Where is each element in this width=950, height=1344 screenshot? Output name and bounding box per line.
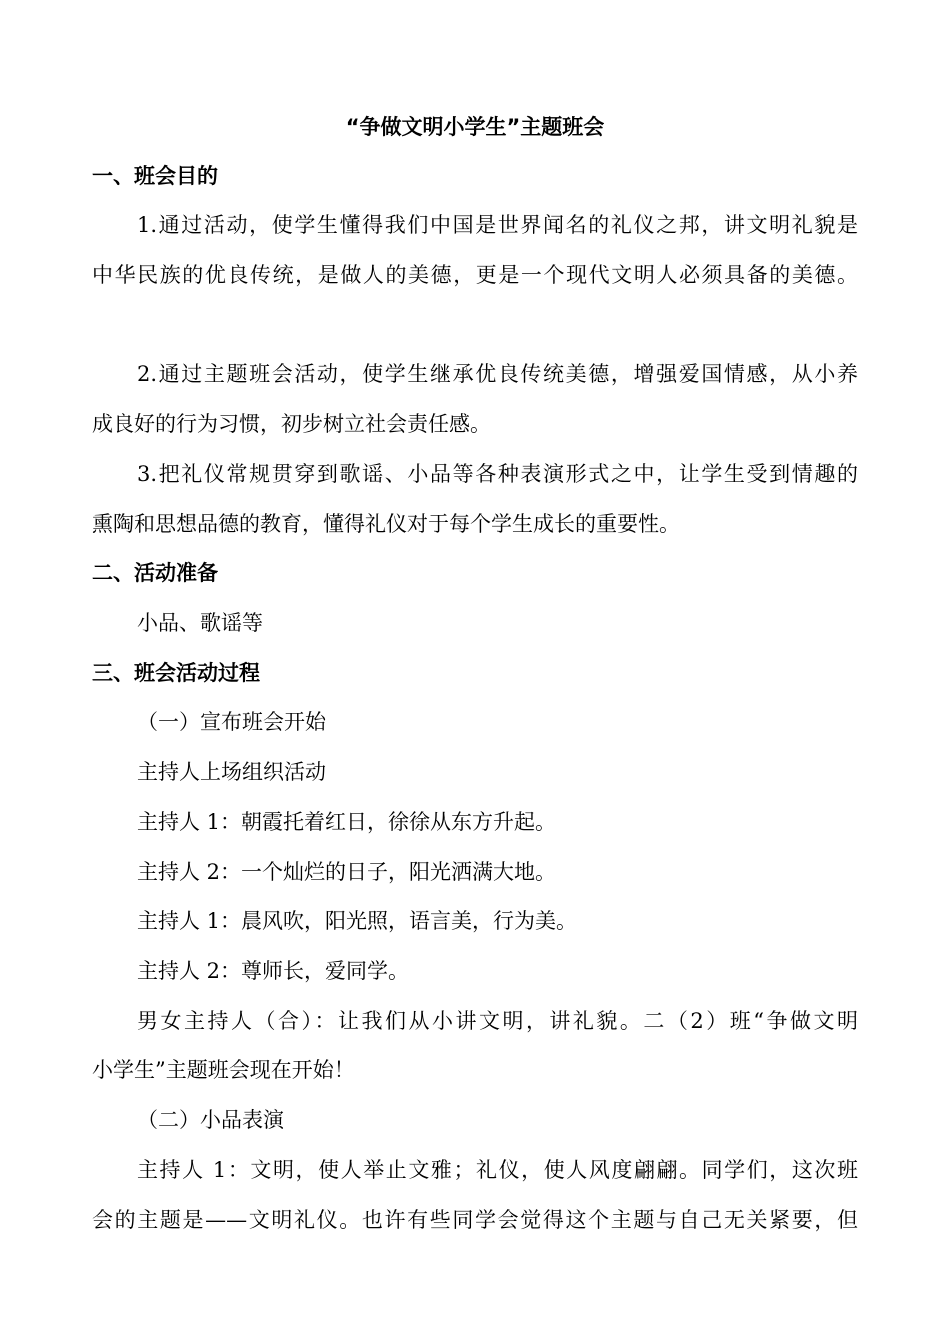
preparation-text: 小品、歌谣等 xyxy=(137,611,263,635)
paragraph-1-line-2: 中华民族的优良传统，是做人的美德，更是一个现代文明人必须具备的美德。 xyxy=(92,263,858,287)
process-line-2: 主持人 1：朝霞托着红日，徐徐从东方升起。 xyxy=(137,810,557,834)
process-line-4: 主持人 1：晨风吹，阳光照，语言美，行为美。 xyxy=(137,909,578,933)
process-line-6-part-1: 男女主持人（合）：让我们从小讲文明，讲礼貌。二（2）班“争做文明 xyxy=(137,1009,858,1033)
subheading-start: （一）宣布班会开始 xyxy=(137,710,326,734)
document-title: “争做文明小学生”主题班会 xyxy=(345,115,605,139)
paragraph-3-line-1: 3.把礼仪常规贯穿到歌谣、小品等各种表演形式之中，让学生受到情趣的 xyxy=(137,462,858,486)
subheading-skit: （二）小品表演 xyxy=(137,1108,284,1132)
paragraph-2-line-1: 2.通过主题班会活动，使学生继承优良传统美德，增强爱国情感，从小养 xyxy=(137,362,858,386)
section-heading-process: 三、班会活动过程 xyxy=(92,661,260,685)
section-heading-preparation: 二、活动准备 xyxy=(92,561,218,585)
paragraph-1-line-1: 1.通过活动，使学生懂得我们中国是世界闻名的礼仪之邦，讲文明礼貌是 xyxy=(137,213,858,237)
paragraph-3-line-2: 熏陶和思想品德的教育，懂得礼仪对于每个学生成长的重要性。 xyxy=(92,512,680,536)
section-heading-purpose: 一、班会目的 xyxy=(92,164,218,188)
process-line-7-part-1: 主持人 1：文明，使人举止文雅；礼仪，使人风度翩翩。同学们，这次班 xyxy=(137,1158,858,1182)
process-line-5: 主持人 2：尊师长，爱同学。 xyxy=(137,959,410,983)
process-line-7-part-2: 会的主题是——文明礼仪。也许有些同学会觉得这个主题与自己无关紧要，但 xyxy=(92,1208,858,1232)
process-line-6-part-2: 小学生”主题班会现在开始！ xyxy=(92,1058,355,1082)
paragraph-2-line-2: 成良好的行为习惯，初步树立社会责任感。 xyxy=(92,412,491,436)
process-line-1: 主持人上场组织活动 xyxy=(137,760,326,784)
process-line-3: 主持人 2：一个灿烂的日子，阳光洒满大地。 xyxy=(137,860,557,884)
